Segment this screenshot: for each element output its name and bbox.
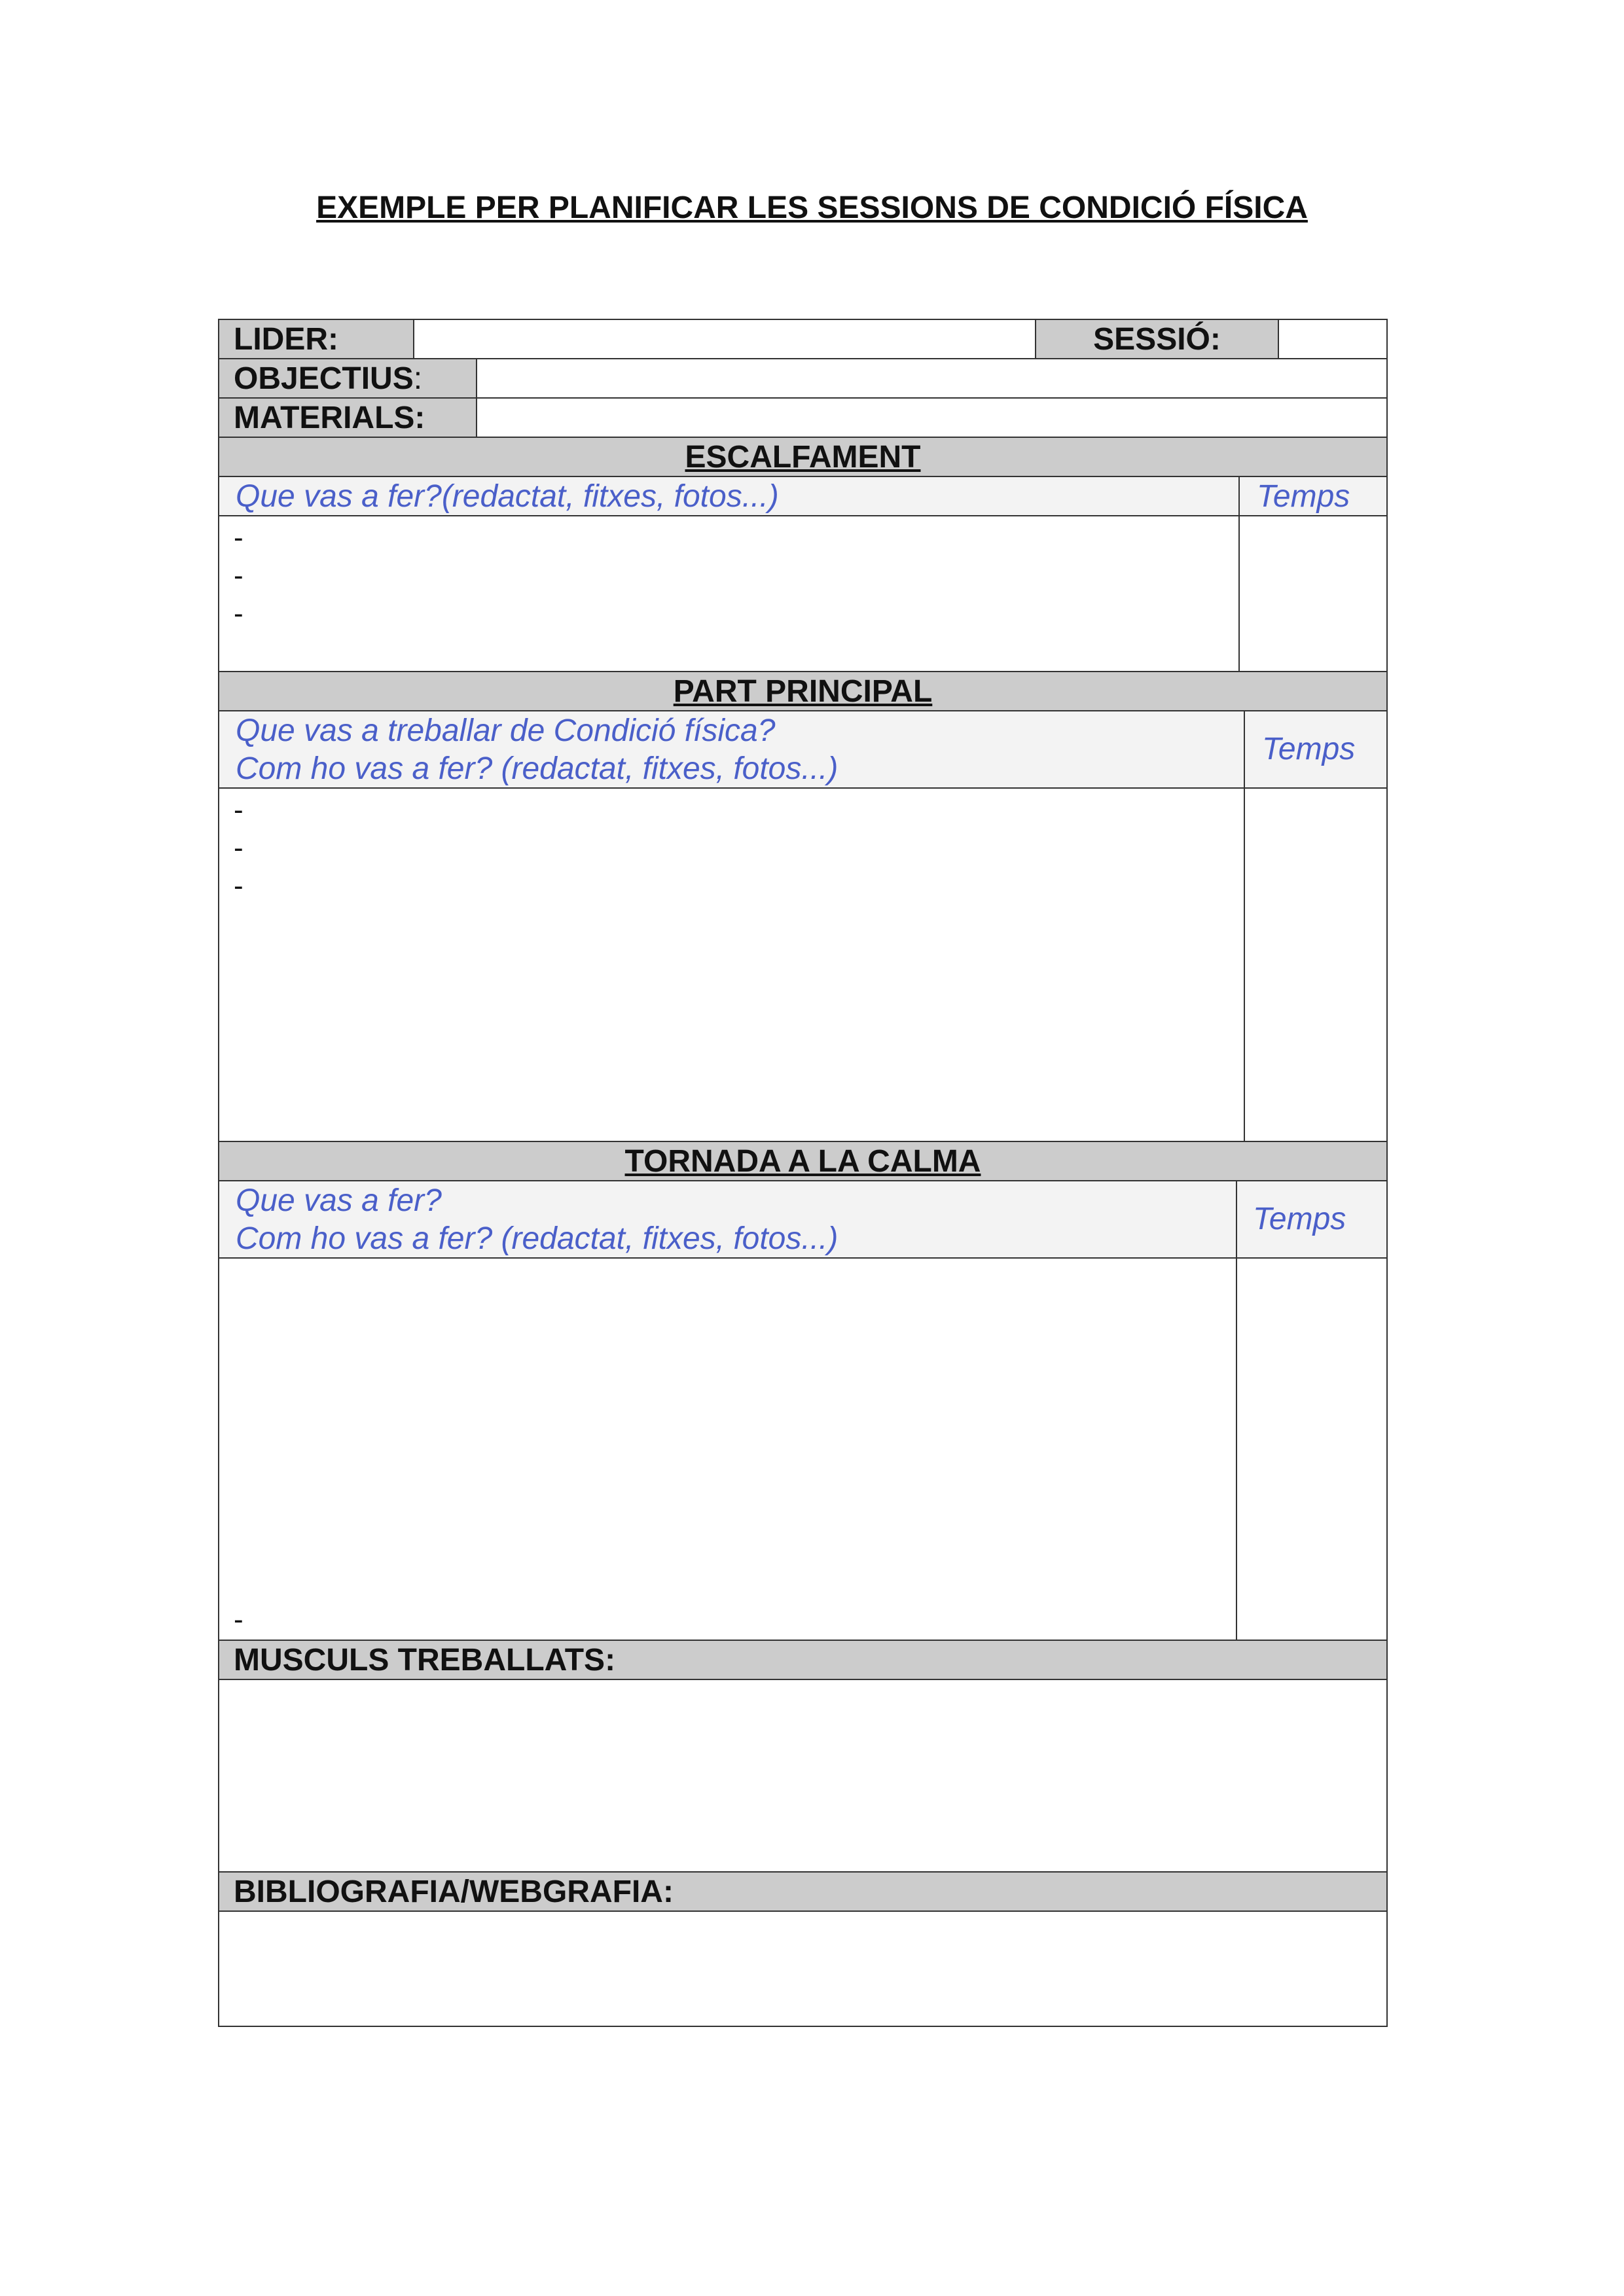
escalfament-heading: ESCALFAMENT bbox=[685, 440, 921, 475]
principal-temps: Temps bbox=[1262, 732, 1356, 766]
objectius-colon: : bbox=[413, 361, 423, 396]
objectius-label bbox=[234, 360, 422, 398]
escalfament-temps-field[interactable] bbox=[1238, 515, 1388, 672]
escalfament-dash-2: - bbox=[234, 560, 244, 592]
sessio-label: SESSIÓ: bbox=[1093, 322, 1221, 357]
escalfament-dash-1: - bbox=[234, 522, 244, 554]
bibliografia-field[interactable] bbox=[218, 1910, 1388, 2027]
principal-question-2: Com ho vas a fer? (redactat, fitxes, fotos...) bbox=[236, 751, 839, 786]
tornada-heading: TORNADA A LA CALMA bbox=[624, 1144, 981, 1179]
materials-label: MATERIALS: bbox=[234, 401, 425, 435]
escalfament-temps: Temps bbox=[1257, 479, 1350, 514]
escalfament-dash-3: - bbox=[234, 598, 244, 630]
lider-field[interactable] bbox=[413, 319, 1036, 359]
tornada-temps-field[interactable] bbox=[1236, 1257, 1388, 1641]
principal-heading: PART PRINCIPAL bbox=[673, 674, 933, 709]
bibliografia-heading: BIBLIOGRAFIA/WEBGRAFIA: bbox=[234, 1874, 674, 1909]
principal-dash-3: - bbox=[234, 870, 244, 902]
objectius-label-text: OBJECTIUS bbox=[234, 361, 414, 396]
escalfament-question: Que vas a fer?(redactat, fitxes, fotos...) bbox=[236, 479, 779, 514]
tornada-dash: - bbox=[234, 1604, 244, 1636]
musculs-field[interactable] bbox=[218, 1679, 1388, 1873]
musculs-heading: MUSCULS TREBALLATS: bbox=[234, 1643, 616, 1677]
principal-question-1: Que vas a treballar de Condició física? bbox=[236, 713, 776, 748]
page-title: EXEMPLE PER PLANIFICAR LES SESSIONS DE CONDICIÓ FÍSICA bbox=[316, 190, 1308, 225]
lider-label: LIDER: bbox=[234, 322, 338, 357]
principal-dash-1: - bbox=[234, 794, 244, 826]
materials-field[interactable] bbox=[476, 397, 1388, 438]
principal-dash-2: - bbox=[234, 832, 244, 864]
sessio-field[interactable] bbox=[1278, 319, 1388, 359]
principal-content[interactable] bbox=[218, 787, 1245, 1142]
tornada-temps: Temps bbox=[1253, 1202, 1346, 1236]
objectius-field[interactable] bbox=[476, 358, 1388, 399]
tornada-content[interactable] bbox=[218, 1257, 1237, 1641]
tornada-question-2: Com ho vas a fer? (redactat, fitxes, fotos...) bbox=[236, 1221, 839, 1256]
tornada-question-1: Que vas a fer? bbox=[236, 1183, 442, 1218]
escalfament-content[interactable] bbox=[218, 515, 1240, 672]
principal-temps-field[interactable] bbox=[1244, 787, 1388, 1142]
